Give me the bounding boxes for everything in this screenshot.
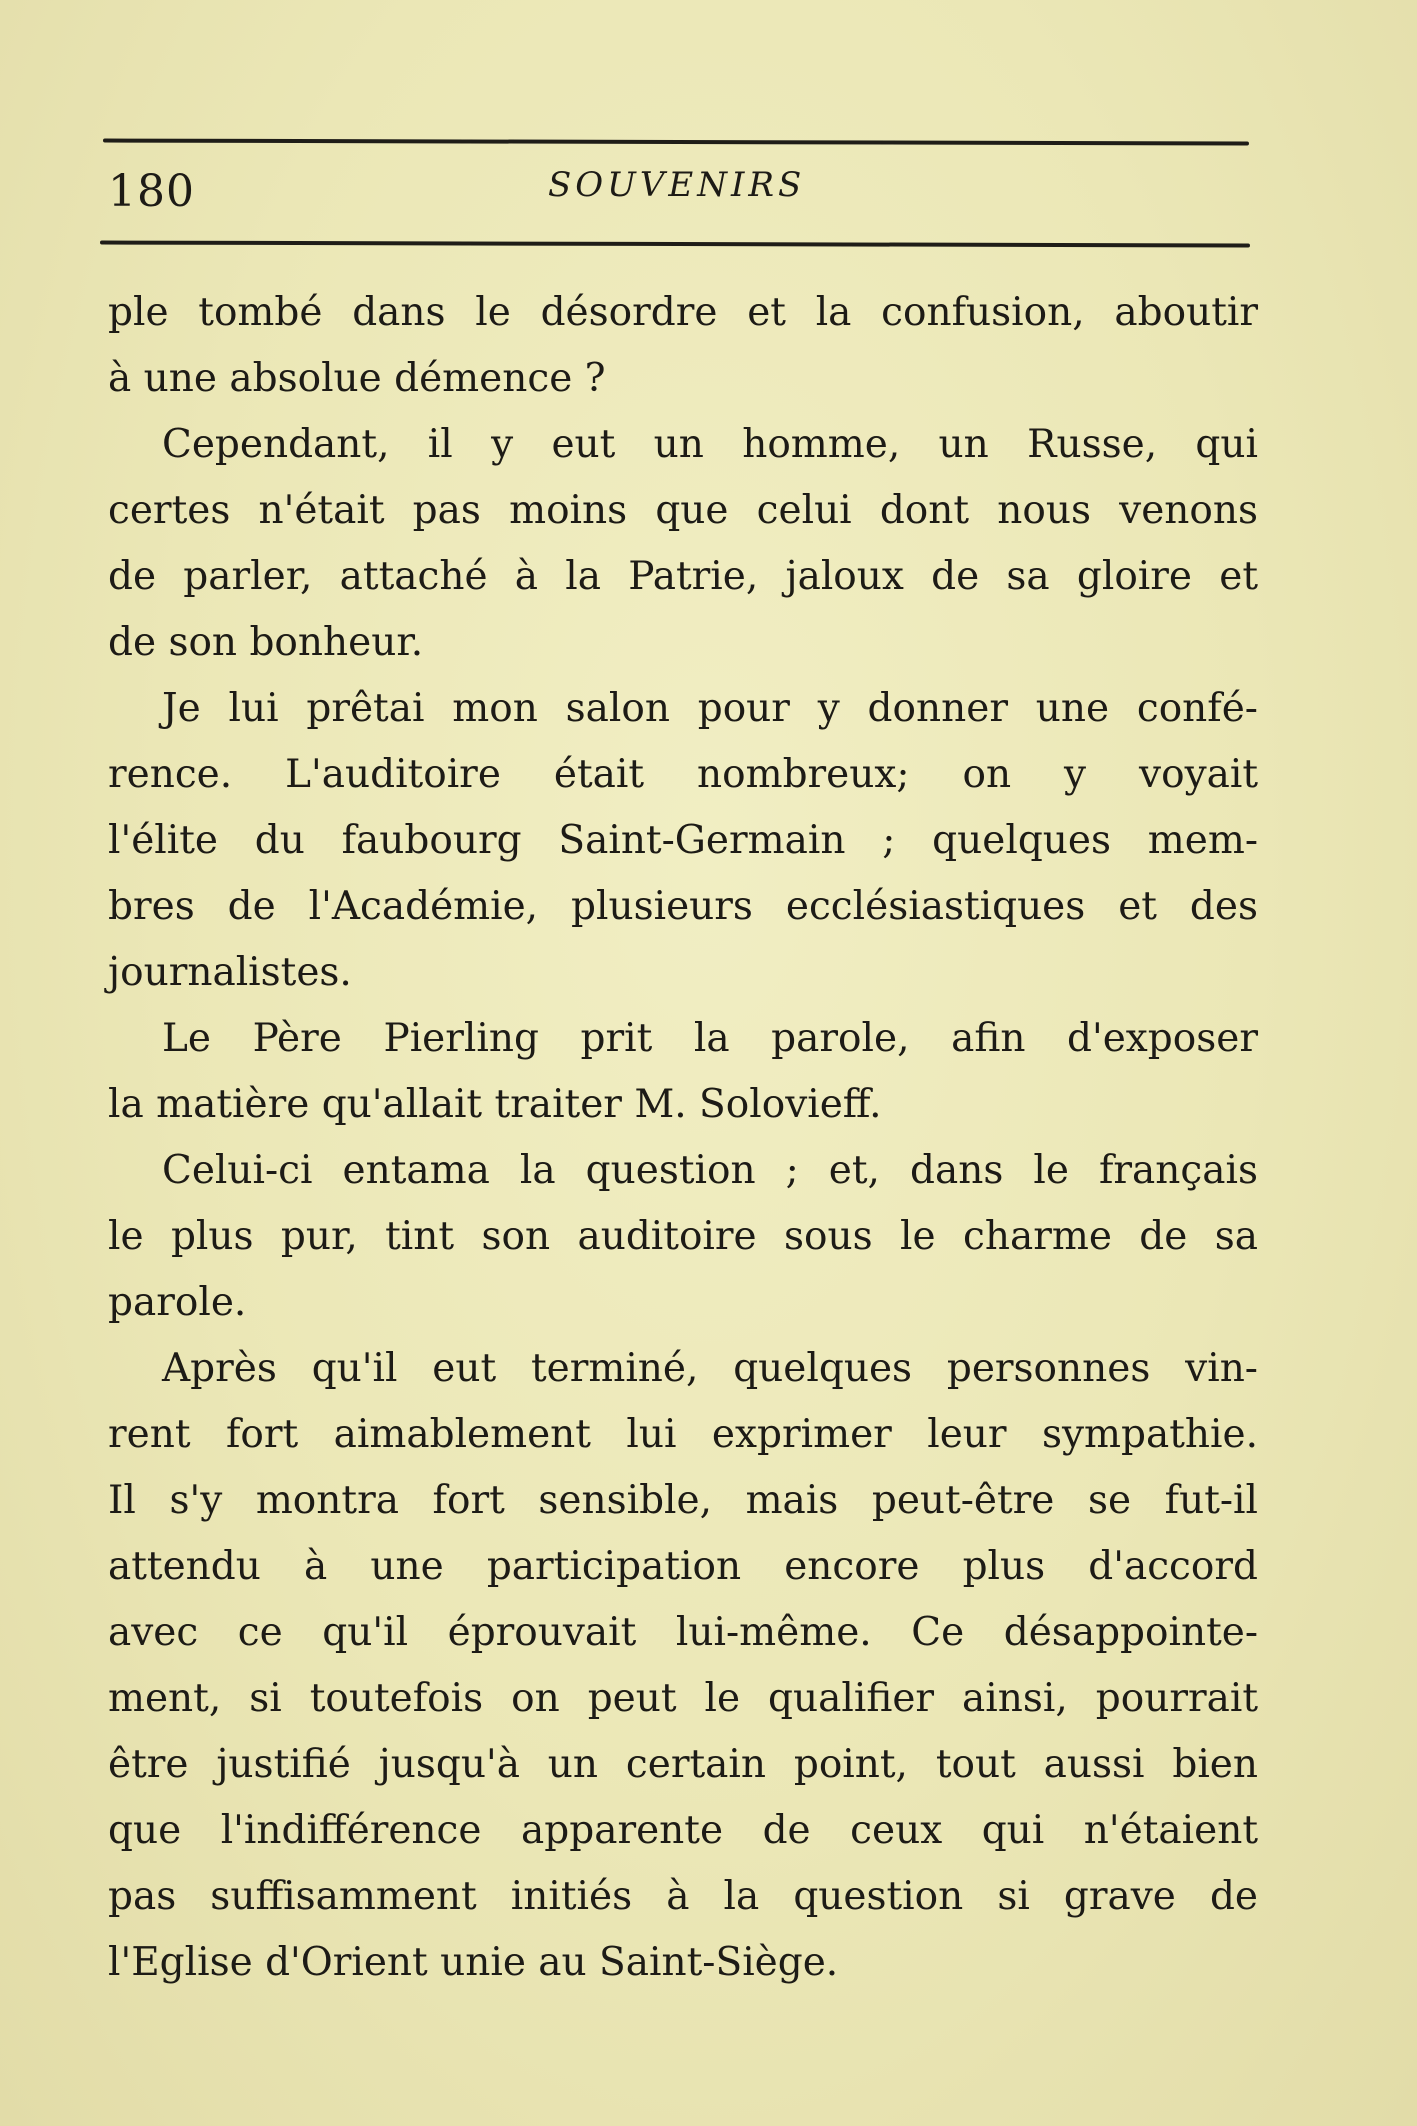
text-line: Celui-ci entama la question ; et, dans le français	[162, 1148, 1258, 1193]
text-line: rence. L'auditoire était nombreux; on y voyait	[108, 752, 1258, 797]
running-head: SOUVENIRS	[548, 165, 806, 205]
text-line: Il s'y montra fort sensible, mais peut-être se fut-il	[108, 1478, 1258, 1523]
page-number: 180	[108, 166, 195, 217]
text-line: ple tombé dans le désordre et la confusion, aboutir	[108, 290, 1258, 335]
text-line: rent fort aimablement lui exprimer leur sympathie.	[108, 1412, 1258, 1457]
text-line: Cependant, il y eut un homme, un Russe, qui	[162, 422, 1258, 467]
text-line: l'élite du faubourg Saint-Germain ; quelques mem-	[108, 818, 1258, 863]
text-line: parole.	[108, 1280, 247, 1325]
text-line: de parler, attaché à la Patrie, jaloux de sa gloire et	[108, 554, 1258, 599]
text-line: Je lui prêtai mon salon pour y donner une confé-	[162, 686, 1258, 731]
text-line: l'Eglise d'Orient unie au Saint-Siège.	[108, 1940, 839, 1985]
text-line: attendu à une participation encore plus d'accord	[108, 1544, 1258, 1589]
text-line: être justifié jusqu'à un certain point, tout aussi bien	[108, 1742, 1258, 1787]
text-line: ment, si toutefois on peut le qualifier ainsi, pourrait	[108, 1676, 1258, 1721]
text-line: Après qu'il eut terminé, quelques personnes vin-	[162, 1346, 1258, 1391]
header-rule-bottom	[100, 240, 1250, 247]
text-line: avec ce qu'il éprouvait lui-même. Ce désappointe-	[108, 1610, 1258, 1655]
text-line: Le Père Pierling prit la parole, afin d'exposer	[162, 1016, 1258, 1061]
text-line: de son bonheur.	[108, 620, 424, 665]
body-text	[108, 280, 1258, 1996]
text-line: le plus pur, tint son auditoire sous le charme de sa	[108, 1214, 1258, 1259]
text-line: à une absolue démence ?	[108, 356, 606, 401]
text-line: pas suffisamment initiés à la question si grave de	[108, 1874, 1258, 1919]
text-line: la matière qu'allait traiter M. Solovieff.	[108, 1082, 882, 1127]
header-rule-top	[103, 138, 1249, 145]
text-line: certes n'était pas moins que celui dont nous venons	[108, 488, 1258, 533]
text-line: que l'indifférence apparente de ceux qui n'étaient	[108, 1808, 1258, 1853]
text-line: bres de l'Académie, plusieurs ecclésiastiques et des	[108, 884, 1258, 929]
text-line: journalistes.	[108, 950, 352, 995]
